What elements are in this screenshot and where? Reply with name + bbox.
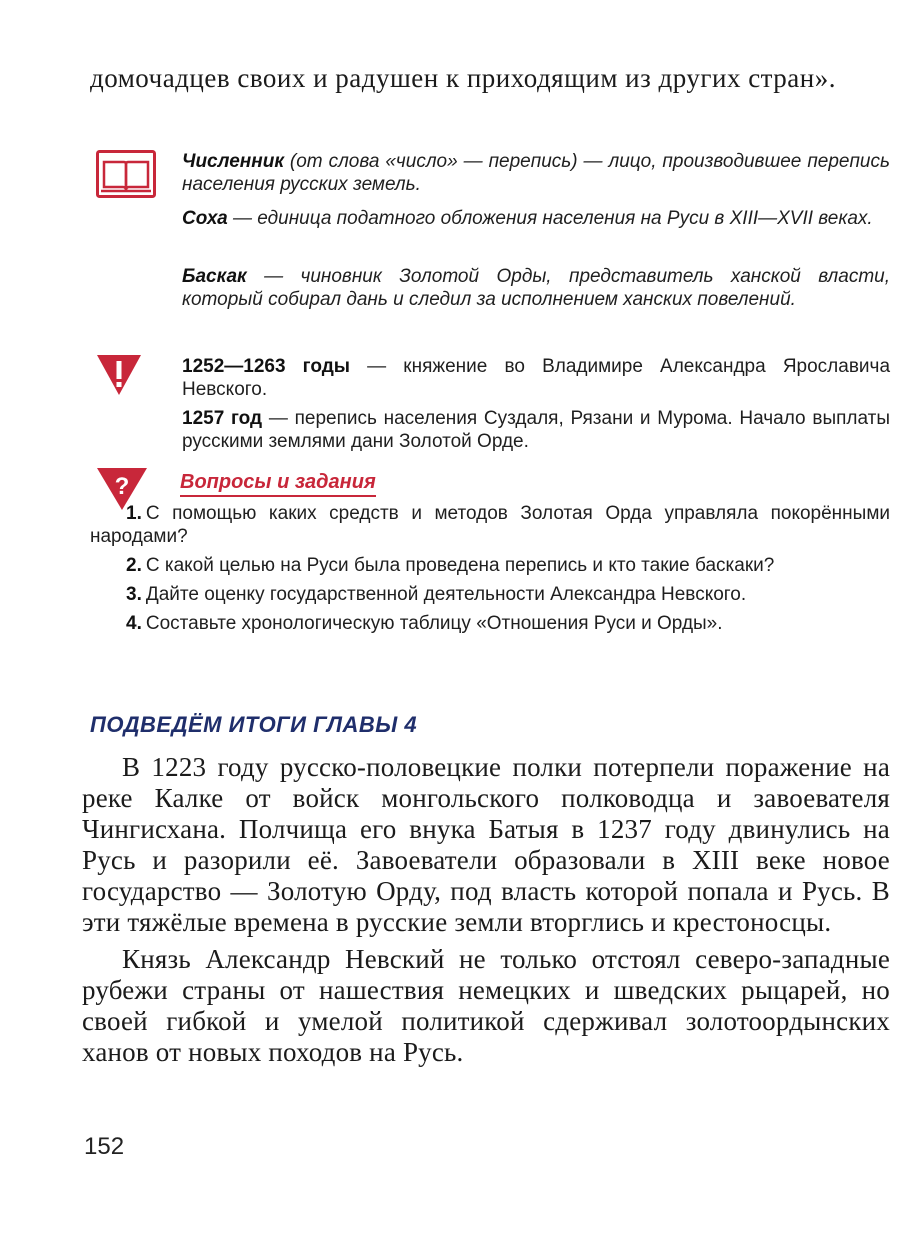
date-term: 1257 год: [182, 408, 263, 429]
date-text: — княжение во Владимире Александра Ярославича Невского.: [182, 356, 891, 400]
question-text: С какой целью на Руси была проведена перепись и кто такие баскаки?: [145, 555, 775, 576]
list-item: [90, 502, 890, 548]
intro-paragraph: домочадцев своих и радушен к приходящим из других стран».: [90, 63, 836, 93]
glossary-definition: — единица податного обложения населения на Руси в XIII—XVII веках.: [227, 208, 873, 229]
list-item: [90, 554, 890, 577]
glossary-entry: [182, 265, 890, 311]
glossary-entry: [182, 150, 890, 196]
list-item: [90, 583, 890, 606]
summary-paragraph: Князь Александр Невский не только отстоял северо-западные рубежи страны от нашествия немецких и шведских рыцарей, но своей гибкой и умелой политикой сдерживал золотоордынских ханов от новых походов на Русь.: [82, 944, 890, 1067]
questions-list: [90, 502, 890, 641]
chapter-summary-text: [82, 752, 890, 1074]
chapter-summary-heading: ПОДВЕДЁМ ИТОГИ ГЛАВЫ 4: [90, 712, 418, 737]
glossary-entry: [182, 207, 890, 230]
date-text: — перепись населения Суздаля, Рязани и Мурома. Начало выплаты русскими землями дани Золотой Орде.: [182, 408, 890, 452]
question-number: 3.: [126, 584, 142, 605]
question-text: Составьте хронологическую таблицу «Отношения Руси и Орды».: [145, 613, 723, 634]
question-text: С помощью каких средств и методов Золотая Орда управляла покорёнными народами?: [90, 503, 890, 547]
svg-text:?: ?: [114, 473, 130, 500]
question-number: 4.: [126, 613, 142, 634]
question-number: 2.: [126, 555, 142, 576]
question-number: 1.: [126, 503, 142, 524]
questions-heading: Вопросы и задания: [180, 470, 376, 497]
question-text: Дайте оценку государственной деятельности Александра Невского.: [145, 584, 747, 605]
page-number: 152: [84, 1133, 125, 1160]
glossary-term: Соха: [182, 208, 228, 229]
date-term: 1252—1263 годы: [182, 356, 350, 377]
glossary-term: Баскак: [182, 266, 247, 287]
summary-paragraph: В 1223 году русско-половецкие полки потерпели поражение на реке Калке от войск монгольского полководца и завоевателя Чингисхана. Полчища его внука Батыя в 1237 году двинулись на Русь и разорили её. Завоеватели образовали в XIII веке новое государство — Золотую Орду, под власть которой попала и Русь. В эти тяжёлые времена в русские земли вторглись и крестоносцы.: [82, 752, 890, 937]
glossary-definition: (от слова «число» — перепись) — лицо, производившее перепись населения русских земель.: [182, 151, 890, 195]
book-icon: [96, 150, 156, 198]
glossary-definition: — чиновник Золотой Орды, представитель ханской власти, который собирал дань и следил за исполнением ханских повелений.: [182, 266, 890, 310]
date-entry: [182, 407, 890, 453]
glossary-term: Численник: [182, 151, 284, 172]
date-entry: [182, 355, 890, 401]
list-item: [90, 612, 890, 635]
exclamation-icon: [95, 353, 143, 397]
